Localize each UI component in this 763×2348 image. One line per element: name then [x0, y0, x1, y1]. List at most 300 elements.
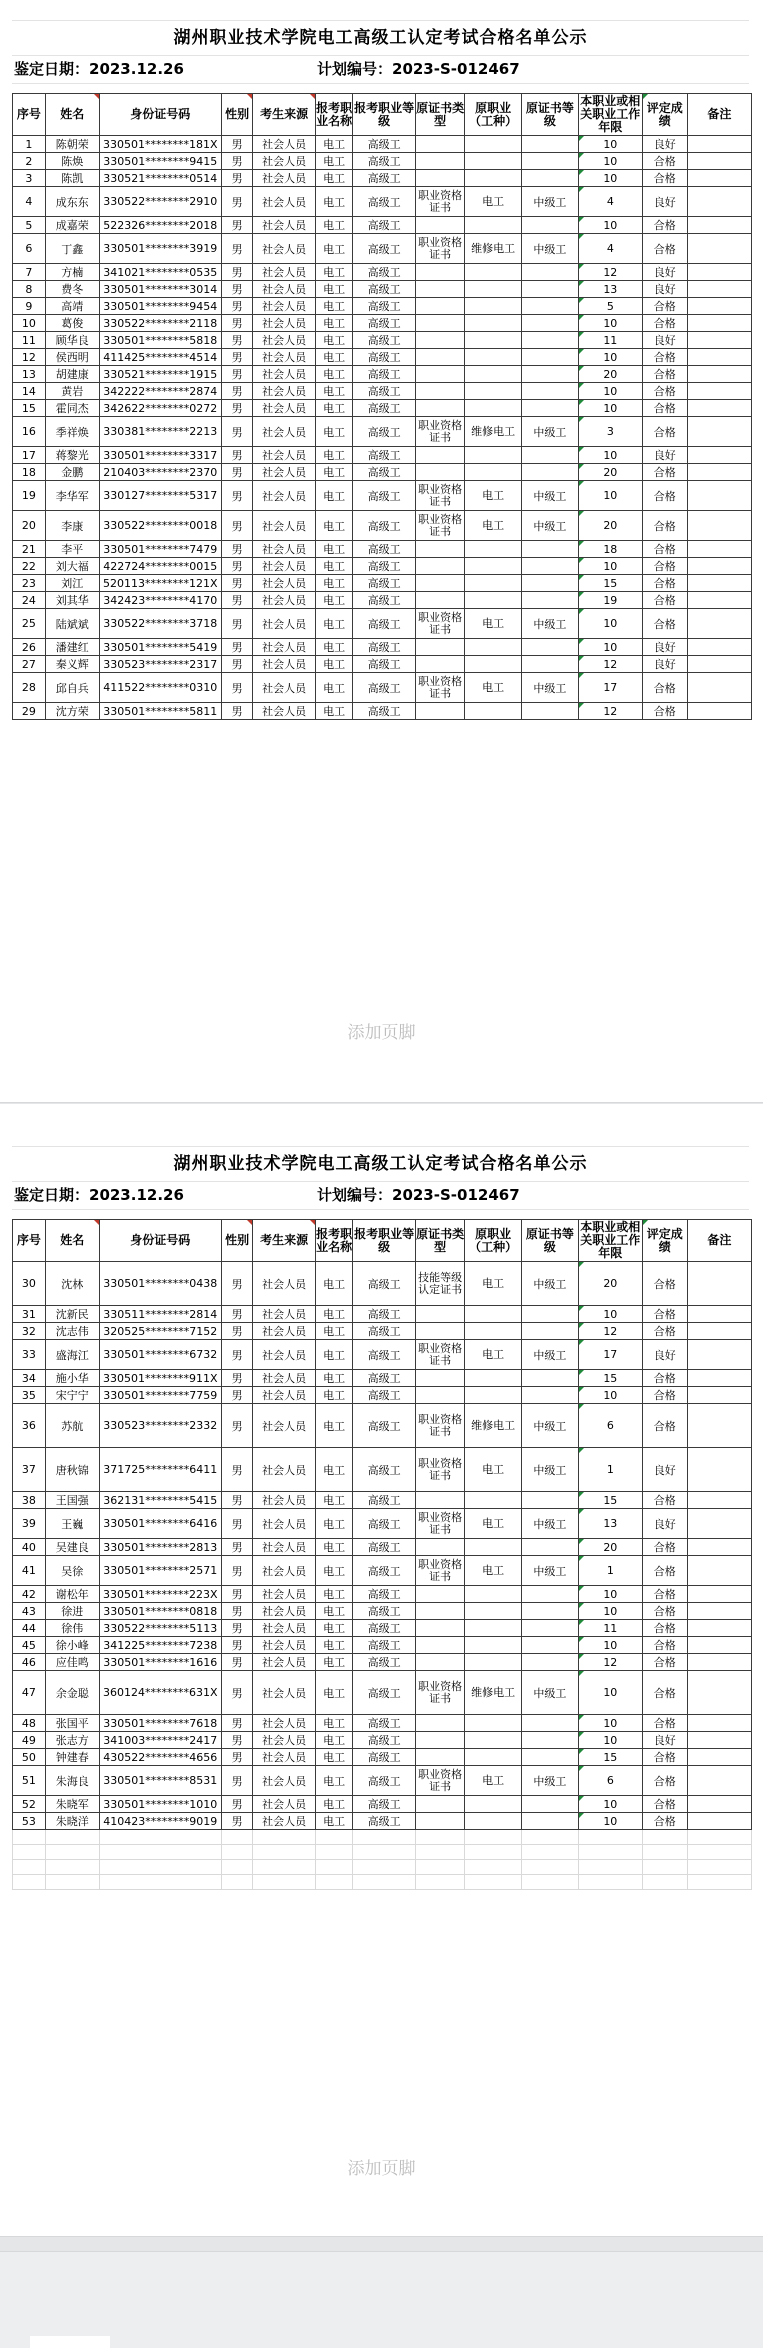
empty-cell[interactable] — [687, 1830, 751, 1845]
row-orig-job[interactable] — [465, 656, 522, 673]
empty-cell[interactable] — [221, 1860, 252, 1875]
row-gender[interactable]: 男 — [221, 366, 252, 383]
row-grade[interactable]: 良好 — [642, 281, 687, 298]
row-orig-level[interactable]: 中级工 — [522, 1766, 579, 1796]
row-years[interactable]: 4 — [578, 234, 642, 264]
empty-cell[interactable] — [221, 1830, 252, 1845]
row-cert-type[interactable] — [416, 1586, 465, 1603]
row-grade[interactable]: 合格 — [642, 1404, 687, 1448]
row-orig-level[interactable] — [522, 136, 579, 153]
row-orig-level[interactable]: 中级工 — [522, 609, 579, 639]
row-level[interactable]: 高级工 — [353, 1509, 416, 1539]
row-cert-type[interactable] — [416, 1323, 465, 1340]
row-level[interactable]: 高级工 — [353, 383, 416, 400]
row-job[interactable]: 电工 — [316, 1340, 353, 1370]
row-name[interactable]: 黄岩 — [45, 383, 99, 400]
row-id-number[interactable]: 330501********7479 — [99, 541, 221, 558]
row-grade[interactable]: 良好 — [642, 639, 687, 656]
row-id-number[interactable]: 520113********121X — [99, 575, 221, 592]
row-cert-type[interactable]: 职业资格证书 — [416, 481, 465, 511]
row-source[interactable]: 社会人员 — [253, 592, 316, 609]
row-orig-job[interactable]: 电工 — [465, 187, 522, 217]
row-job[interactable]: 电工 — [316, 592, 353, 609]
row-grade[interactable]: 合格 — [642, 1813, 687, 1830]
row-orig-level[interactable]: 中级工 — [522, 1448, 579, 1492]
row-years[interactable]: 20 — [578, 464, 642, 481]
row-note[interactable] — [687, 234, 751, 264]
row-grade[interactable]: 合格 — [642, 1654, 687, 1671]
row-cert-type[interactable] — [416, 1813, 465, 1830]
row-grade[interactable]: 合格 — [642, 383, 687, 400]
row-name[interactable]: 高靖 — [45, 298, 99, 315]
row-source[interactable]: 社会人员 — [253, 153, 316, 170]
empty-cell[interactable] — [465, 1875, 522, 1890]
row-name[interactable]: 钟建春 — [45, 1749, 99, 1766]
row-cert-type[interactable]: 职业资格证书 — [416, 673, 465, 703]
row-source[interactable]: 社会人员 — [253, 170, 316, 187]
row-level[interactable]: 高级工 — [353, 464, 416, 481]
empty-cell[interactable] — [642, 1830, 687, 1845]
row-orig-job[interactable] — [465, 541, 522, 558]
row-level[interactable]: 高级工 — [353, 1766, 416, 1796]
row-gender[interactable]: 男 — [221, 1732, 252, 1749]
row-years[interactable]: 10 — [578, 639, 642, 656]
row-note[interactable] — [687, 170, 751, 187]
row-orig-job[interactable] — [465, 217, 522, 234]
row-cert-type[interactable] — [416, 656, 465, 673]
row-job[interactable]: 电工 — [316, 217, 353, 234]
row-source[interactable]: 社会人员 — [253, 703, 316, 720]
empty-cell[interactable] — [45, 1860, 99, 1875]
row-cert-type[interactable]: 职业资格证书 — [416, 1766, 465, 1796]
row-id-number[interactable]: 330501********5811 — [99, 703, 221, 720]
empty-cell[interactable] — [353, 1860, 416, 1875]
row-id-number[interactable]: 330521********0514 — [99, 170, 221, 187]
row-level[interactable]: 高级工 — [353, 187, 416, 217]
row-gender[interactable]: 男 — [221, 1448, 252, 1492]
row-seq[interactable]: 31 — [13, 1306, 46, 1323]
row-orig-job[interactable] — [465, 349, 522, 366]
row-job[interactable]: 电工 — [316, 511, 353, 541]
row-orig-job[interactable] — [465, 1586, 522, 1603]
row-job[interactable]: 电工 — [316, 541, 353, 558]
row-name[interactable]: 潘建红 — [45, 639, 99, 656]
row-source[interactable]: 社会人员 — [253, 1715, 316, 1732]
row-job[interactable]: 电工 — [316, 558, 353, 575]
row-name[interactable]: 成东东 — [45, 187, 99, 217]
row-orig-job[interactable] — [465, 1306, 522, 1323]
row-orig-job[interactable]: 电工 — [465, 673, 522, 703]
row-name[interactable]: 吴徐 — [45, 1556, 99, 1586]
empty-cell[interactable] — [522, 1845, 579, 1860]
row-gender[interactable]: 男 — [221, 447, 252, 464]
row-seq[interactable]: 37 — [13, 1448, 46, 1492]
row-id-number[interactable]: 330523********2332 — [99, 1404, 221, 1448]
row-years[interactable]: 10 — [578, 1637, 642, 1654]
row-gender[interactable]: 男 — [221, 1556, 252, 1586]
row-level[interactable]: 高级工 — [353, 1732, 416, 1749]
row-note[interactable] — [687, 298, 751, 315]
row-grade[interactable]: 良好 — [642, 264, 687, 281]
row-name[interactable]: 李康 — [45, 511, 99, 541]
row-level[interactable]: 高级工 — [353, 264, 416, 281]
row-orig-level[interactable]: 中级工 — [522, 673, 579, 703]
row-seq[interactable]: 17 — [13, 447, 46, 464]
row-gender[interactable]: 男 — [221, 1387, 252, 1404]
row-years[interactable]: 18 — [578, 541, 642, 558]
row-job[interactable]: 电工 — [316, 383, 353, 400]
row-grade[interactable]: 合格 — [642, 1556, 687, 1586]
row-source[interactable]: 社会人员 — [253, 1620, 316, 1637]
row-cert-type[interactable] — [416, 1654, 465, 1671]
row-orig-level[interactable] — [522, 315, 579, 332]
row-note[interactable] — [687, 1637, 751, 1654]
row-level[interactable]: 高级工 — [353, 234, 416, 264]
row-note[interactable] — [687, 592, 751, 609]
row-cert-type[interactable] — [416, 281, 465, 298]
row-orig-job[interactable] — [465, 400, 522, 417]
row-seq[interactable]: 34 — [13, 1370, 46, 1387]
row-id-number[interactable]: 411425********4514 — [99, 349, 221, 366]
row-name[interactable]: 秦义辉 — [45, 656, 99, 673]
row-source[interactable]: 社会人员 — [253, 383, 316, 400]
row-seq[interactable]: 16 — [13, 417, 46, 447]
row-name[interactable]: 邱自兵 — [45, 673, 99, 703]
row-id-number[interactable]: 330501********3317 — [99, 447, 221, 464]
row-orig-job[interactable] — [465, 332, 522, 349]
row-seq[interactable]: 15 — [13, 400, 46, 417]
row-level[interactable]: 高级工 — [353, 1749, 416, 1766]
row-note[interactable] — [687, 217, 751, 234]
row-seq[interactable]: 38 — [13, 1492, 46, 1509]
row-gender[interactable]: 男 — [221, 1813, 252, 1830]
row-seq[interactable]: 9 — [13, 298, 46, 315]
row-name[interactable]: 蒋黎光 — [45, 447, 99, 464]
row-grade[interactable]: 合格 — [642, 1671, 687, 1715]
row-name[interactable]: 胡建康 — [45, 366, 99, 383]
row-orig-level[interactable]: 中级工 — [522, 234, 579, 264]
row-name[interactable]: 沈志伟 — [45, 1323, 99, 1340]
row-source[interactable]: 社会人员 — [253, 217, 316, 234]
row-orig-job[interactable]: 电工 — [465, 1448, 522, 1492]
row-job[interactable]: 电工 — [316, 1539, 353, 1556]
row-seq[interactable]: 11 — [13, 332, 46, 349]
row-source[interactable]: 社会人员 — [253, 1306, 316, 1323]
row-note[interactable] — [687, 1262, 751, 1306]
row-id-number[interactable]: 330511********2814 — [99, 1306, 221, 1323]
row-source[interactable]: 社会人员 — [253, 511, 316, 541]
row-cert-type[interactable]: 技能等级认定证书 — [416, 1262, 465, 1306]
row-note[interactable] — [687, 187, 751, 217]
row-cert-type[interactable]: 职业资格证书 — [416, 1509, 465, 1539]
row-name[interactable]: 徐伟 — [45, 1620, 99, 1637]
row-source[interactable]: 社会人员 — [253, 1387, 316, 1404]
row-gender[interactable]: 男 — [221, 187, 252, 217]
row-name[interactable]: 葛俊 — [45, 315, 99, 332]
row-cert-type[interactable]: 职业资格证书 — [416, 417, 465, 447]
row-orig-level[interactable] — [522, 558, 579, 575]
row-name[interactable]: 成嘉荣 — [45, 217, 99, 234]
empty-cell[interactable] — [522, 1830, 579, 1845]
row-job[interactable]: 电工 — [316, 315, 353, 332]
row-job[interactable]: 电工 — [316, 1370, 353, 1387]
row-orig-job[interactable] — [465, 464, 522, 481]
row-name[interactable]: 刘其华 — [45, 592, 99, 609]
row-note[interactable] — [687, 417, 751, 447]
row-gender[interactable]: 男 — [221, 1262, 252, 1306]
row-note[interactable] — [687, 447, 751, 464]
row-gender[interactable]: 男 — [221, 609, 252, 639]
row-note[interactable] — [687, 1620, 751, 1637]
row-orig-level[interactable] — [522, 464, 579, 481]
empty-cell[interactable] — [13, 1845, 46, 1860]
row-gender[interactable]: 男 — [221, 511, 252, 541]
row-cert-type[interactable]: 职业资格证书 — [416, 234, 465, 264]
row-level[interactable]: 高级工 — [353, 400, 416, 417]
empty-cell[interactable] — [642, 1875, 687, 1890]
row-level[interactable]: 高级工 — [353, 1637, 416, 1654]
row-name[interactable]: 李平 — [45, 541, 99, 558]
row-job[interactable]: 电工 — [316, 656, 353, 673]
row-id-number[interactable]: 330501********0438 — [99, 1262, 221, 1306]
row-grade[interactable]: 合格 — [642, 1539, 687, 1556]
row-level[interactable]: 高级工 — [353, 1539, 416, 1556]
row-note[interactable] — [687, 1306, 751, 1323]
row-cert-type[interactable] — [416, 1603, 465, 1620]
row-source[interactable]: 社会人员 — [253, 1671, 316, 1715]
row-note[interactable] — [687, 1671, 751, 1715]
row-id-number[interactable]: 522326********2018 — [99, 217, 221, 234]
row-years[interactable]: 10 — [578, 1306, 642, 1323]
row-level[interactable]: 高级工 — [353, 656, 416, 673]
row-orig-job[interactable] — [465, 639, 522, 656]
row-note[interactable] — [687, 315, 751, 332]
row-orig-level[interactable] — [522, 1732, 579, 1749]
row-gender[interactable]: 男 — [221, 1603, 252, 1620]
row-source[interactable]: 社会人员 — [253, 673, 316, 703]
row-orig-level[interactable]: 中级工 — [522, 1262, 579, 1306]
empty-cell[interactable] — [99, 1830, 221, 1845]
row-orig-level[interactable]: 中级工 — [522, 1404, 579, 1448]
row-name[interactable]: 沈林 — [45, 1262, 99, 1306]
row-grade[interactable]: 合格 — [642, 1796, 687, 1813]
row-years[interactable]: 10 — [578, 447, 642, 464]
row-id-number[interactable]: 330501********7759 — [99, 1387, 221, 1404]
row-job[interactable]: 电工 — [316, 234, 353, 264]
row-seq[interactable]: 43 — [13, 1603, 46, 1620]
row-cert-type[interactable] — [416, 264, 465, 281]
row-id-number[interactable]: 342622********0272 — [99, 400, 221, 417]
row-name[interactable]: 刘江 — [45, 575, 99, 592]
footer-placeholder[interactable]: 添加页脚 — [347, 1023, 416, 1043]
row-seq[interactable]: 23 — [13, 575, 46, 592]
row-seq[interactable]: 8 — [13, 281, 46, 298]
row-source[interactable]: 社会人员 — [253, 400, 316, 417]
row-note[interactable] — [687, 1370, 751, 1387]
empty-cell[interactable] — [522, 1860, 579, 1875]
row-job[interactable]: 电工 — [316, 264, 353, 281]
row-seq[interactable]: 28 — [13, 673, 46, 703]
row-years[interactable]: 15 — [578, 575, 642, 592]
row-orig-job[interactable] — [465, 447, 522, 464]
row-name[interactable]: 徐进 — [45, 1603, 99, 1620]
row-id-number[interactable]: 330501********3014 — [99, 281, 221, 298]
row-gender[interactable]: 男 — [221, 217, 252, 234]
row-gender[interactable]: 男 — [221, 703, 252, 720]
row-gender[interactable]: 男 — [221, 464, 252, 481]
row-source[interactable]: 社会人员 — [253, 1654, 316, 1671]
row-note[interactable] — [687, 1340, 751, 1370]
row-cert-type[interactable] — [416, 366, 465, 383]
row-note[interactable] — [687, 1323, 751, 1340]
row-orig-job[interactable] — [465, 1813, 522, 1830]
row-gender[interactable]: 男 — [221, 383, 252, 400]
footer-placeholder[interactable]: 添加页脚 — [347, 2159, 416, 2179]
row-job[interactable]: 电工 — [316, 1404, 353, 1448]
row-job[interactable]: 电工 — [316, 1586, 353, 1603]
row-level[interactable]: 高级工 — [353, 511, 416, 541]
row-source[interactable]: 社会人员 — [253, 447, 316, 464]
row-name[interactable]: 王巍 — [45, 1509, 99, 1539]
row-years[interactable]: 20 — [578, 511, 642, 541]
row-source[interactable]: 社会人员 — [253, 1370, 316, 1387]
row-id-number[interactable]: 330501********1010 — [99, 1796, 221, 1813]
row-id-number[interactable]: 330501********9454 — [99, 298, 221, 315]
row-gender[interactable]: 男 — [221, 673, 252, 703]
row-orig-job[interactable]: 电工 — [465, 1509, 522, 1539]
row-note[interactable] — [687, 1813, 751, 1830]
empty-cell[interactable] — [578, 1860, 642, 1875]
row-id-number[interactable]: 330501********911X — [99, 1370, 221, 1387]
row-job[interactable]: 电工 — [316, 170, 353, 187]
row-orig-level[interactable] — [522, 1654, 579, 1671]
row-level[interactable]: 高级工 — [353, 417, 416, 447]
row-source[interactable]: 社会人员 — [253, 1766, 316, 1796]
row-level[interactable]: 高级工 — [353, 1654, 416, 1671]
row-level[interactable]: 高级工 — [353, 298, 416, 315]
row-seq[interactable]: 35 — [13, 1387, 46, 1404]
empty-cell[interactable] — [316, 1830, 353, 1845]
row-seq[interactable]: 47 — [13, 1671, 46, 1715]
row-id-number[interactable]: 330501********8531 — [99, 1766, 221, 1796]
row-orig-level[interactable] — [522, 153, 579, 170]
row-level[interactable]: 高级工 — [353, 447, 416, 464]
row-id-number[interactable]: 330501********9415 — [99, 153, 221, 170]
row-job[interactable]: 电工 — [316, 1387, 353, 1404]
row-orig-level[interactable] — [522, 1813, 579, 1830]
row-level[interactable]: 高级工 — [353, 136, 416, 153]
row-level[interactable]: 高级工 — [353, 609, 416, 639]
row-source[interactable]: 社会人员 — [253, 281, 316, 298]
row-years[interactable]: 10 — [578, 558, 642, 575]
row-years[interactable]: 10 — [578, 383, 642, 400]
row-orig-job[interactable]: 维修电工 — [465, 1671, 522, 1715]
row-gender[interactable]: 男 — [221, 1404, 252, 1448]
row-name[interactable]: 朱海良 — [45, 1766, 99, 1796]
row-id-number[interactable]: 330501********7618 — [99, 1715, 221, 1732]
row-source[interactable]: 社会人员 — [253, 575, 316, 592]
row-orig-level[interactable] — [522, 1539, 579, 1556]
row-level[interactable]: 高级工 — [353, 703, 416, 720]
row-years[interactable]: 3 — [578, 417, 642, 447]
row-grade[interactable]: 良好 — [642, 656, 687, 673]
row-name[interactable]: 苏航 — [45, 1404, 99, 1448]
row-gender[interactable]: 男 — [221, 281, 252, 298]
row-seq[interactable]: 36 — [13, 1404, 46, 1448]
empty-cell[interactable] — [353, 1875, 416, 1890]
row-seq[interactable]: 45 — [13, 1637, 46, 1654]
row-seq[interactable]: 19 — [13, 481, 46, 511]
row-seq[interactable]: 1 — [13, 136, 46, 153]
row-years[interactable]: 13 — [578, 1509, 642, 1539]
row-level[interactable]: 高级工 — [353, 1796, 416, 1813]
row-id-number[interactable]: 330501********5818 — [99, 332, 221, 349]
row-source[interactable]: 社会人员 — [253, 1813, 316, 1830]
row-seq[interactable]: 20 — [13, 511, 46, 541]
row-seq[interactable]: 33 — [13, 1340, 46, 1370]
row-years[interactable]: 10 — [578, 1603, 642, 1620]
row-seq[interactable]: 40 — [13, 1539, 46, 1556]
row-level[interactable]: 高级工 — [353, 558, 416, 575]
row-seq[interactable]: 10 — [13, 315, 46, 332]
empty-cell[interactable] — [522, 1875, 579, 1890]
row-gender[interactable]: 男 — [221, 298, 252, 315]
row-job[interactable]: 电工 — [316, 1766, 353, 1796]
row-job[interactable]: 电工 — [316, 1671, 353, 1715]
empty-cell[interactable] — [416, 1845, 465, 1860]
row-seq[interactable]: 22 — [13, 558, 46, 575]
row-gender[interactable]: 男 — [221, 400, 252, 417]
row-note[interactable] — [687, 349, 751, 366]
row-years[interactable]: 10 — [578, 481, 642, 511]
row-years[interactable]: 10 — [578, 1732, 642, 1749]
row-orig-level[interactable] — [522, 366, 579, 383]
row-cert-type[interactable] — [416, 575, 465, 592]
row-years[interactable]: 1 — [578, 1448, 642, 1492]
row-name[interactable]: 陈凯 — [45, 170, 99, 187]
row-id-number[interactable]: 330522********2910 — [99, 187, 221, 217]
row-orig-job[interactable] — [465, 1620, 522, 1637]
row-id-number[interactable]: 342423********4170 — [99, 592, 221, 609]
row-id-number[interactable]: 330523********2317 — [99, 656, 221, 673]
row-cert-type[interactable] — [416, 1732, 465, 1749]
row-cert-type[interactable] — [416, 464, 465, 481]
row-level[interactable]: 高级工 — [353, 281, 416, 298]
row-name[interactable]: 吴建良 — [45, 1539, 99, 1556]
row-years[interactable]: 12 — [578, 656, 642, 673]
row-source[interactable]: 社会人员 — [253, 639, 316, 656]
row-job[interactable]: 电工 — [316, 349, 353, 366]
row-grade[interactable]: 合格 — [642, 1306, 687, 1323]
row-years[interactable]: 10 — [578, 136, 642, 153]
row-gender[interactable]: 男 — [221, 1492, 252, 1509]
row-note[interactable] — [687, 481, 751, 511]
row-orig-level[interactable] — [522, 656, 579, 673]
row-job[interactable]: 电工 — [316, 1323, 353, 1340]
row-orig-level[interactable] — [522, 349, 579, 366]
row-orig-level[interactable]: 中级工 — [522, 1556, 579, 1586]
row-source[interactable]: 社会人员 — [253, 1749, 316, 1766]
row-seq[interactable]: 51 — [13, 1766, 46, 1796]
row-note[interactable] — [687, 1404, 751, 1448]
row-level[interactable]: 高级工 — [353, 1492, 416, 1509]
row-orig-job[interactable] — [465, 1370, 522, 1387]
row-note[interactable] — [687, 558, 751, 575]
row-grade[interactable]: 合格 — [642, 1492, 687, 1509]
row-grade[interactable]: 合格 — [642, 400, 687, 417]
row-cert-type[interactable] — [416, 349, 465, 366]
row-years[interactable]: 10 — [578, 315, 642, 332]
